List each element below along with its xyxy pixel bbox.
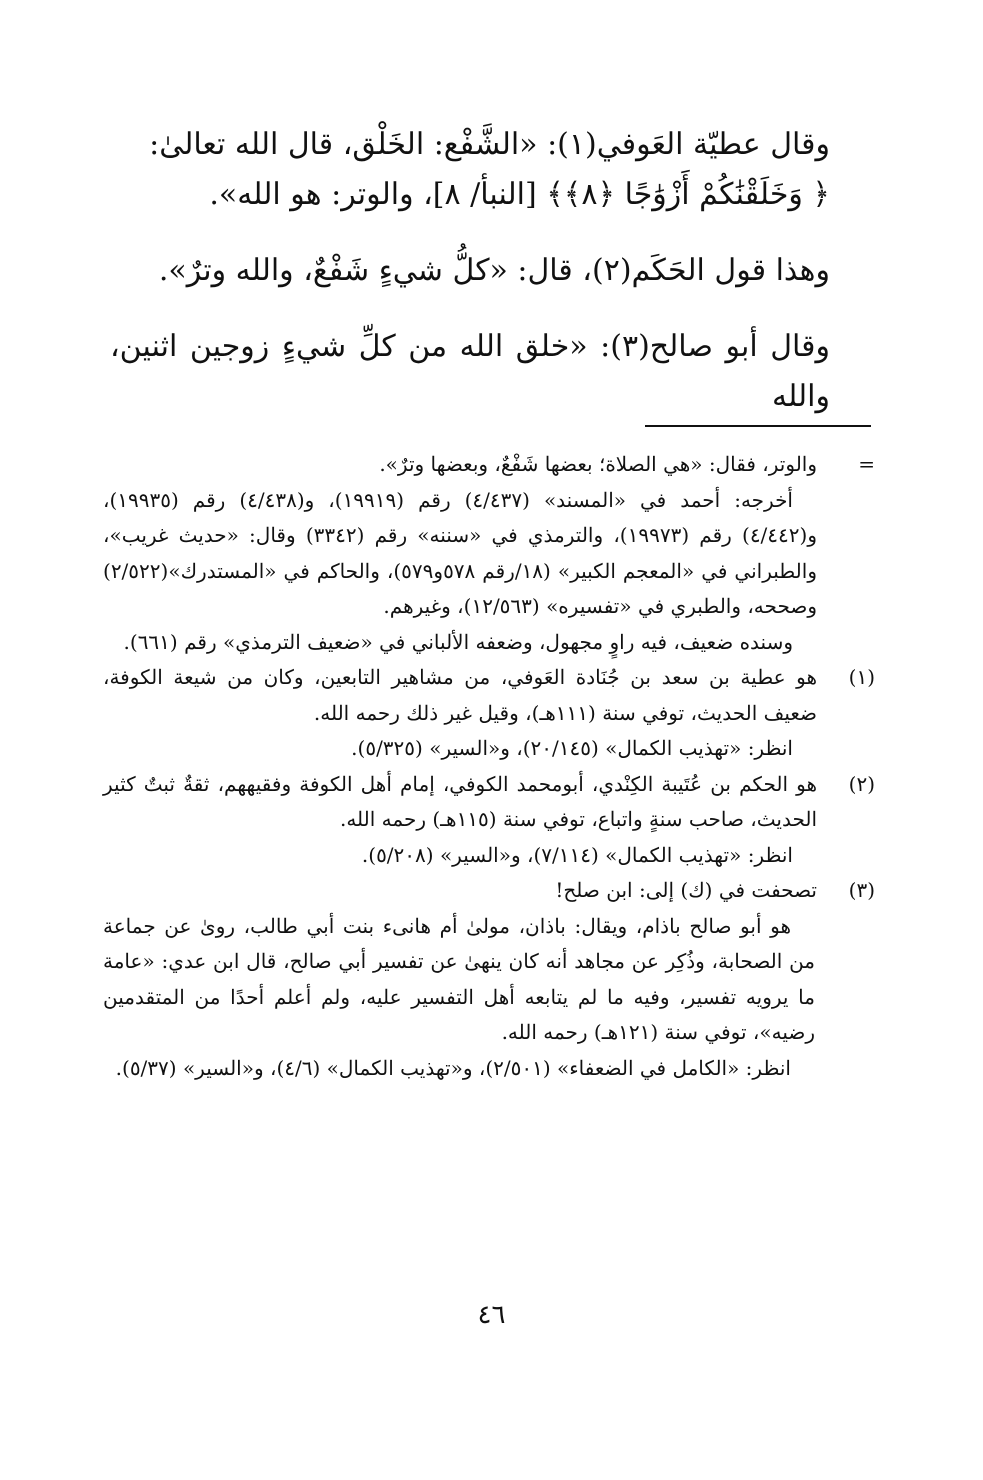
main-paragraph-3: وقال أبو صالح(٣): «خلق الله من كلِّ شيءٍ زوجين اثنين، والله — [110, 329, 830, 414]
continuation-line-2: أخرجه: أحمد في «المسند» (٤/٤٣٧) رقم (١٩٩١٩)، و(٤/٤٣٨) رقم (١٩٩٣٥)، و(٤/٤٤٢) رقم (١٩٩٧٣)، والترمذي في «سننه» رقم (٣٣٤٢) وقال: «حديث غريب»، والطبراني في «المعجم الكبير» (١٨/رقم ٥٧٨و٥٧٩)، والحاكم في «المستدرك»(٢/٥٢٢) وصححه، والطبري في «تفسيره» (١٢/٥٦٣)، وغيرهم. — [103, 487, 817, 618]
footnotes — [103, 447, 903, 1086]
footnote-3-text: تصحفت في (ك) إلى: ابن صلح! — [555, 878, 817, 902]
footnote-2-text: هو الحكم بن عُتَيبة الكِنْدي، أبومحمد الكوفي، إمام أهل الكوفة وفقيههم، ثقةٌ ثبتٌ كثير الحديث، صاحب سنةٍ واتباع، توفي سنة (١١٥هـ) رحمه الله. — [103, 771, 817, 831]
footnote-1-reference: انظر: «تهذيب الكمال» (٢٠/١٤٥)، و«السير» (٥/٣٢٥). — [351, 736, 793, 760]
main-paragraph-1-line-2: ﴿ وَخَلَقْنَٰكُمْ أَزْوَٰجًا ﴿٨﴾﴾ [النبأ/ ٨]، والوتر: هو الله». — [209, 177, 830, 212]
main-paragraph-2: وهذا قول الحَكَم(٢)، قال: «كلُّ شيءٍ شَفْعٌ، والله وترٌ». — [158, 253, 830, 288]
footnote-1-text: هو عطية بن سعد بن جُنَادة العَوفي، من مشاهير التابعين، وكان من شيعة الكوفة، ضعيف الحديث، توفي سنة (١١١هـ)، وقيل غير ذلك رحمه الله. — [103, 665, 817, 725]
continuation-line-3: وسنده ضعيف، فيه راوٍ مجهول، وضعفه الألباني في «ضعيف الترمذي» رقم (٦٦١). — [123, 629, 793, 654]
footnote-1-mark: (١) — [848, 665, 875, 689]
footnote-3-mark: (٣) — [848, 878, 875, 902]
page-number: ٤٦ — [477, 1300, 506, 1330]
continuation-line-1: والوتر، فقال: «هي الصلاة؛ بعضها شَفْعٌ، وبعضها وترٌ». — [379, 452, 817, 476]
footnote-3-biography: هو أبو صالح باذام، ويقال: باذان، مولىٰ أم هانىء بنت أبي طالب، روىٰ عن جماعة من الصحابة، وذُكِر عن مجاهد أنه كان ينهىٰ عن تفسير أبي صالح، قال ابن عدي: «عامة ما يرويه تفسير، وفيه ما لم يتابعه أهل التفسير عليه، ولم أعلم أحدًا من المتقدمين رضيه»، توفي سنة (١٢١هـ) رحمه الله. — [103, 913, 815, 1044]
footnote-2 — [103, 767, 903, 874]
footnote-3 — [103, 873, 903, 909]
main-text — [110, 120, 830, 422]
footnote-continuation — [103, 447, 903, 660]
footnote-2-mark: (٢) — [848, 771, 875, 796]
footnote-3-reference: انظر: «الكامل في الضعفاء» (٢/٥٠١)، و«تهذيب الكمال» (٤/٦)، و«السير» (٥/٣٧). — [115, 1055, 791, 1080]
footnote-separator — [645, 425, 871, 427]
main-paragraph-1-line-1: وقال عطيّة العَوفي(١): «الشَّفْع: الخَلْق، قال الله تعالىٰ: — [149, 127, 830, 162]
footnote-3-body — [103, 909, 815, 1087]
footnote-2-reference: انظر: «تهذيب الكمال» (٧/١١٤)، و«السير» (٥/٢٠٨). — [361, 842, 793, 867]
footnote-1 — [103, 660, 903, 767]
continuation-mark: = — [858, 452, 875, 476]
